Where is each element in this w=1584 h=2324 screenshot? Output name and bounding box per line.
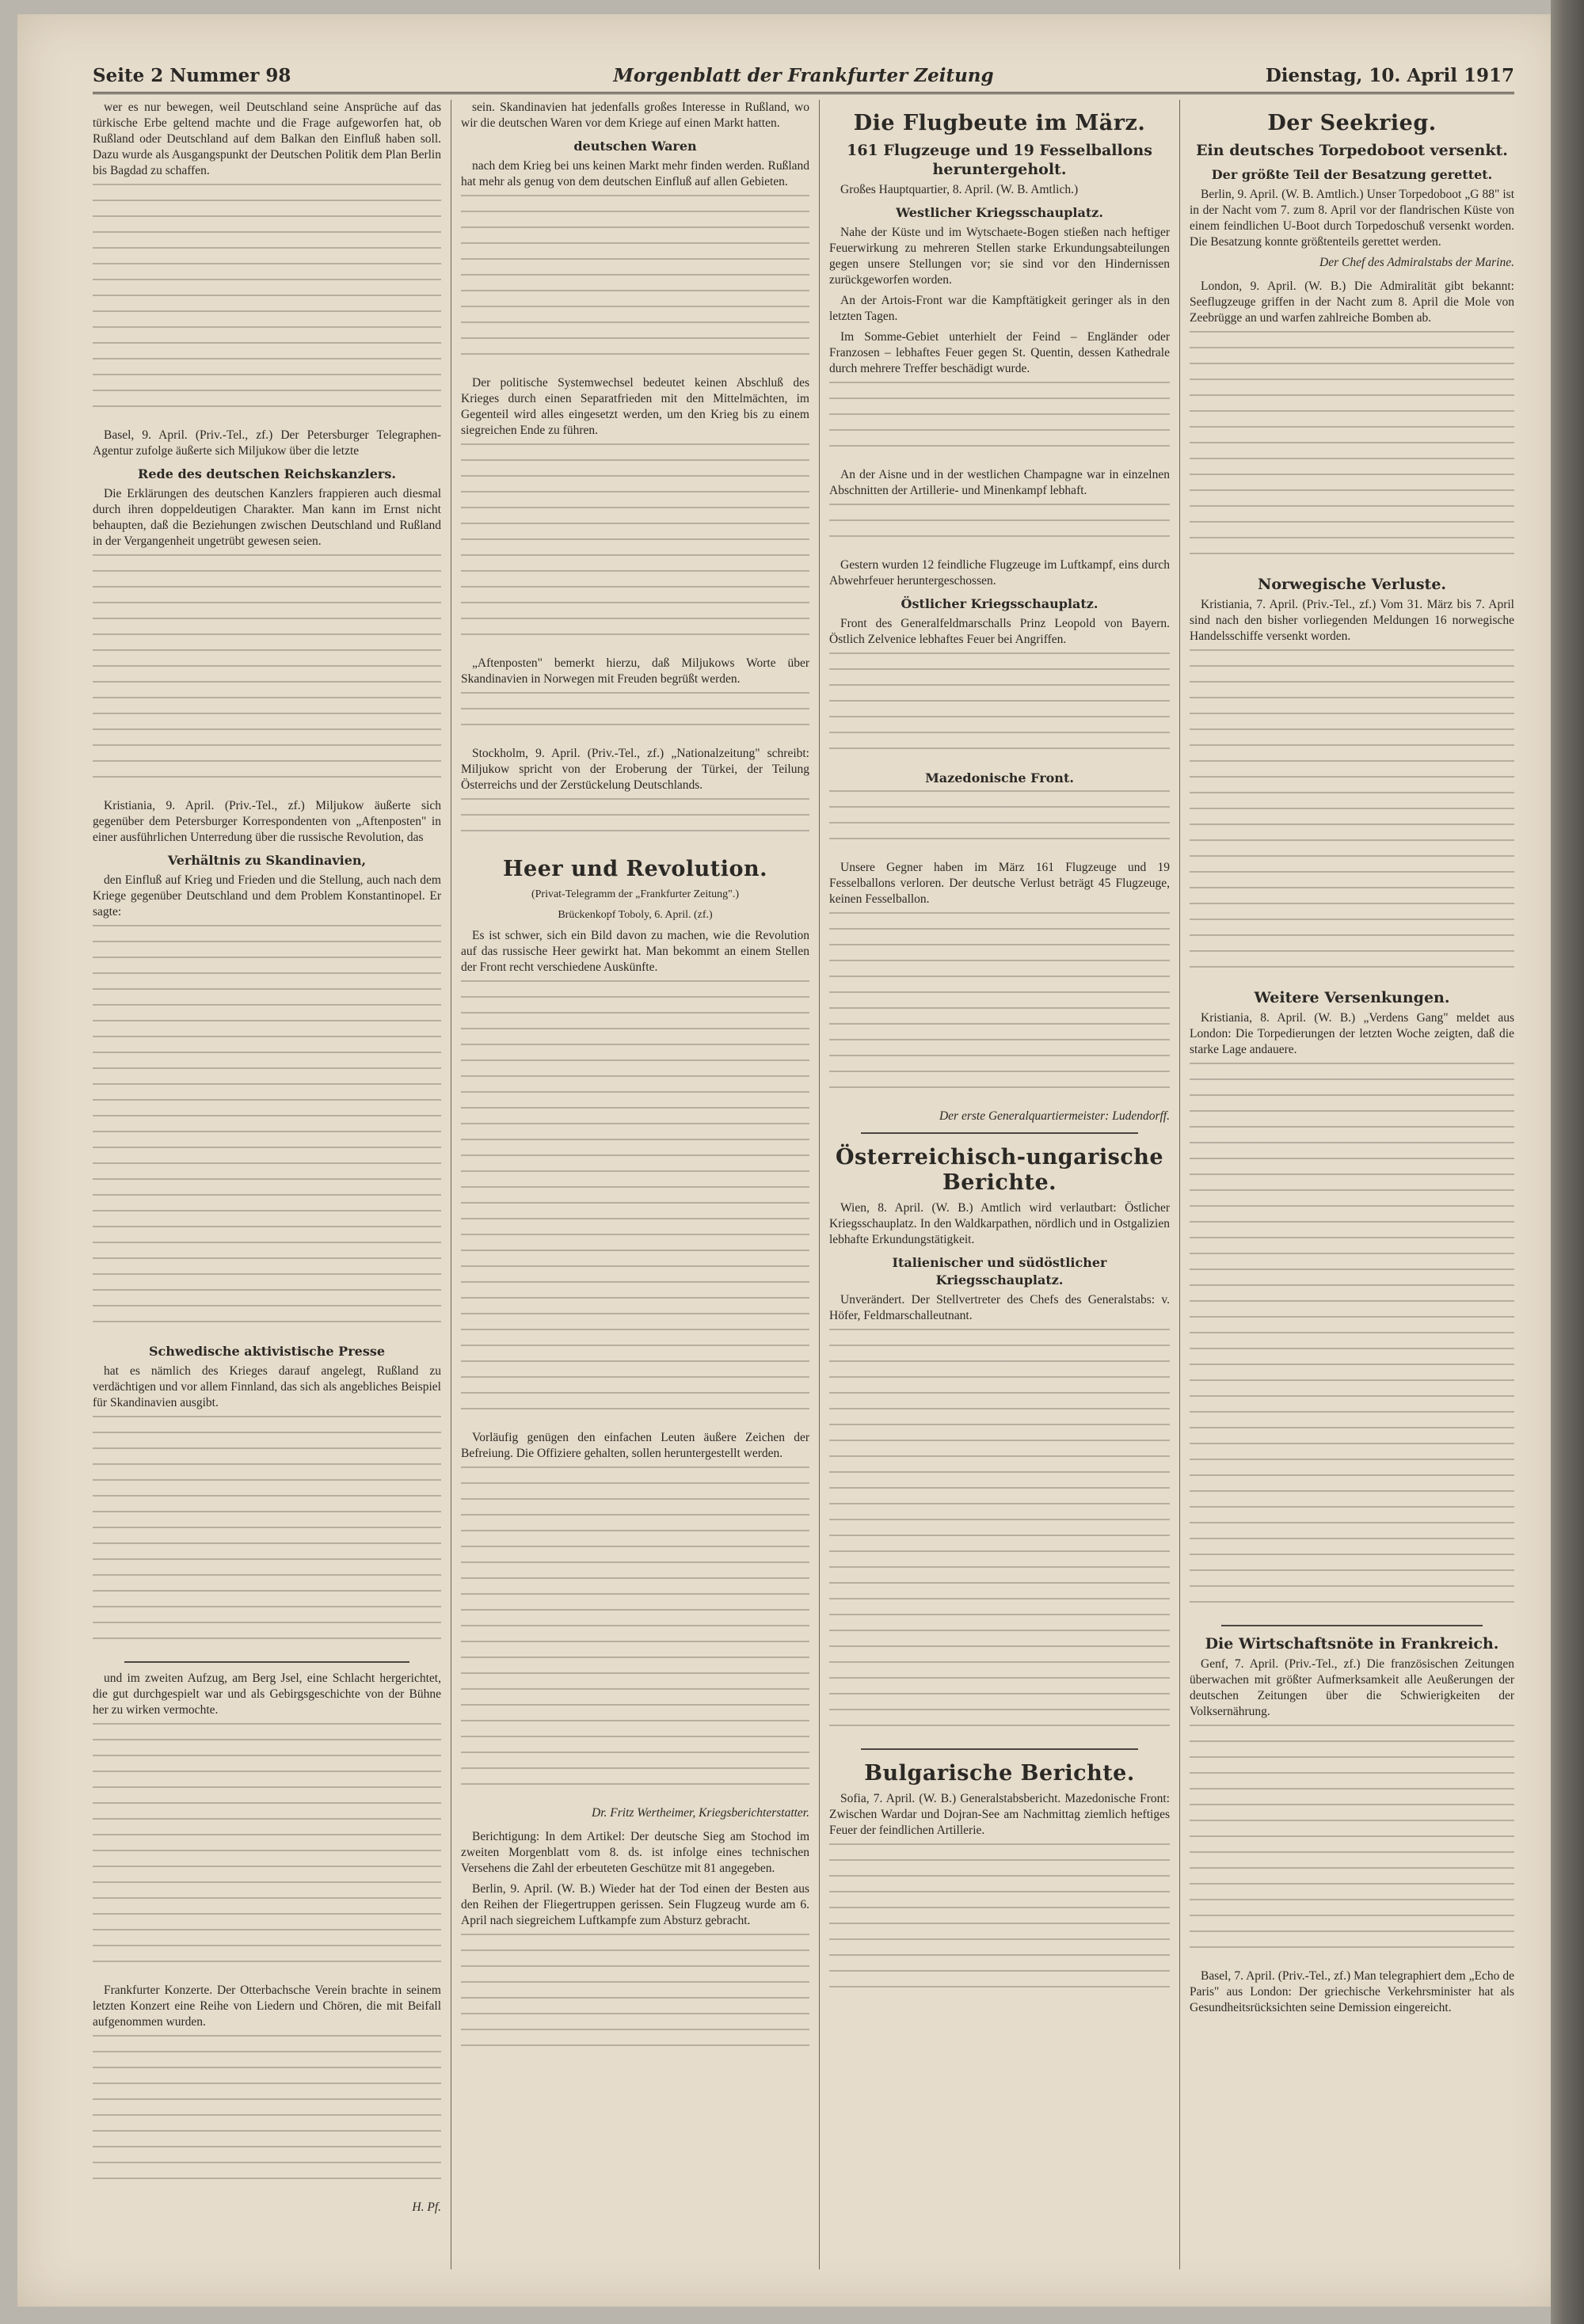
newspaper-title: Morgenblatt der Frankfurter Zeitung bbox=[613, 65, 994, 86]
column-4 bbox=[1190, 100, 1514, 2269]
article-paragraph: Nahe der Küste und im Wytschaete-Bogen stießen nach heftiger Feuerwirkung zu mehreren Stellen starke Erkundungsabteilungen gegen unsere Stellungen vor; sie sind vor den Hindernissen zurückgeworfen worden. bbox=[829, 226, 1170, 287]
article-paragraph: den Einfluß auf Krieg und Frieden und die Stellung, auch nach dem Kriege gegenüber Deutschland und dem Problem Konstantinopel. Er sagte: bbox=[93, 873, 441, 919]
article-paragraph: Kristiania, 7. April. (Priv.-Tel., zf.) Vom 31. März bis 7. April sind nach den bisher vorliegenden Meldungen 16 norwegische Handelsschiffe versenkt worden. bbox=[1190, 598, 1514, 643]
section-heading: Rede des deutschen Reichskanzlers. bbox=[138, 466, 396, 481]
body-text-block bbox=[461, 980, 809, 1424]
body-text-block bbox=[461, 195, 809, 369]
article-headline: Österreichisch-ungarische Berichte. bbox=[835, 1145, 1164, 1195]
masthead bbox=[93, 62, 1514, 94]
article-paragraph: hat es nämlich des Krieges darauf angelegt, Rußland zu verdächtigen und vor allem Finnland, das sich als angebliches Beispiel für Skandinavien ausgibt. bbox=[93, 1364, 441, 1409]
article-paragraph: Im Somme-Gebiet unterhielt der Feind – Engländer oder Franzosen – lebhaftes Feuer gegen St. Quentin, dessen Kathedrale durch mehrere Treffer beschädigt wurde. bbox=[829, 330, 1170, 375]
body-text-block bbox=[829, 1843, 1170, 2002]
section-heading: deutschen Waren bbox=[573, 139, 697, 154]
article-subheadline: Ein deutsches Torpedoboot versenkt. bbox=[1196, 142, 1508, 159]
article-paragraph: Frankfurter Konzerte. Der Otterbachsche Verein brachte in seinem letzten Konzert eine Reihe von Liedern und Chören, die mit Beifall aufgenommen wurden. bbox=[93, 1984, 441, 2029]
article-paragraph: An der Artois-Front war die Kampftätigkeit geringer als in den letzten Tagen. bbox=[829, 294, 1170, 323]
dateline: (Privat-Telegramm der „Frankfurter Zeitung".) bbox=[531, 888, 740, 900]
article-paragraph: Die Erklärungen des deutschen Kanzlers frappieren auch diesmal durch ihren doppeldeutigen Charakter. Man kann im Ernst nicht behaupten, daß die Beziehungen zwischen Deutschland und Rußland in der Vergangenheit ungetrübt gewesen seien. bbox=[93, 487, 441, 548]
article-paragraph: Sofia, 7. April. (W. B.) Generalstabsbericht. Mazedonische Front: Zwischen Wardar und Dojran-See am Nachmittag ziemlich heftiges Feuer der feindlichen Artillerie. bbox=[829, 1792, 1170, 1837]
article-paragraph: Großes Hauptquartier, 8. April. (W. B. Amtlich.) bbox=[840, 183, 1079, 196]
article-paragraph: An der Aisne und in der westlichen Champagne war in einzelnen Abschnitten der Artillerie- und Minenkampf lebhaft. bbox=[829, 468, 1170, 497]
page-number: Seite 2 Nummer 98 bbox=[93, 65, 291, 86]
article-headline: Die Flugbeute im März. bbox=[853, 111, 1146, 135]
body-text-block bbox=[93, 554, 441, 792]
section-heading: Weitere Versenkungen. bbox=[1254, 989, 1450, 1006]
newspaper-page bbox=[17, 14, 1562, 2307]
body-text-block bbox=[93, 2035, 441, 2193]
author-signature: Der erste Generalquartiermeister: Ludendorff. bbox=[939, 1109, 1170, 1123]
body-text-block bbox=[461, 692, 809, 740]
article-paragraph: sein. Skandinavien hat jedenfalls großes Interesse in Rußland, wo wir die deutschen Waren vor dem Kriege auf einen Markt hatten. bbox=[461, 101, 809, 130]
dateline: Brückenkopf Toboly, 6. April. (zf.) bbox=[558, 909, 713, 921]
article-paragraph: Kristiania, 9. April. (Priv.-Tel., zf.) Miljukow äußerte sich gegenüber dem Petersburger Korrespondenten von „Aftenposten" in einer ausführlichen Unterredung über die russische Revolution, das bbox=[93, 799, 441, 844]
body-text-block bbox=[93, 1416, 441, 1653]
article-paragraph: Es ist schwer, sich ein Bild davon zu machen, wie die Revolution auf das russische Heer gewirkt hat. Man bekommt an einem Stellen der Front recht verschiedene Auskünfte. bbox=[461, 929, 809, 974]
article-paragraph: und im zweiten Aufzug, am Berg Jsel, eine Schlacht hergerichtet, die gut durchgespielt war und als Gebirgsgeschichte von der Bühne her zu wirken vermochte. bbox=[93, 1672, 441, 1717]
article-paragraph: London, 9. April. (W. B.) Die Admiralität gibt bekannt: Seeflugzeuge griffen in der Nacht zum 8. April die Mole von Zeebrügge an und warfen zahlreiche Bomben ab. bbox=[1190, 280, 1514, 325]
article-separator bbox=[1221, 1625, 1483, 1626]
article-headline: Bulgarische Berichte. bbox=[864, 1761, 1135, 1786]
section-heading: Östlicher Kriegsschauplatz. bbox=[901, 596, 1099, 611]
article-paragraph: „Aftenposten" bemerkt hierzu, daß Miljukows Worte über Skandinavien in Norwegen mit Freuden begrüßt werden. bbox=[461, 656, 809, 686]
article-separator bbox=[861, 1132, 1138, 1134]
body-text-block bbox=[1190, 649, 1514, 982]
column-1 bbox=[93, 100, 441, 2269]
section-heading: Die Wirtschaftsnöte in Frankreich. bbox=[1205, 1635, 1499, 1653]
article-headline: Heer und Revolution. bbox=[503, 857, 767, 881]
article-paragraph: Berichtigung: In dem Artikel: Der deutsche Sieg am Stochod im zweiten Morgenblatt vom 8. ds. ist infolge eines technischen Versehens die Zahl der erbeuteten Geschütze mit 81 angegeben. bbox=[461, 1830, 809, 1875]
article-paragraph: Unsere Gegner haben im März 161 Flugzeuge und 19 Fesselballons verloren. Der deutsche Verlust beträgt 45 Flugzeuge, keinen Fesselballon. bbox=[829, 861, 1170, 906]
section-heading: Verhältnis zu Skandinavien, bbox=[167, 853, 367, 868]
issue-date: Dienstag, 10. April 1917 bbox=[1265, 65, 1514, 86]
article-headline: Der Seekrieg. bbox=[1267, 111, 1437, 135]
section-heading: Westlicher Kriegsschauplatz. bbox=[896, 205, 1103, 220]
article-paragraph: Basel, 7. April. (Priv.-Tel., zf.) Man telegraphiert dem „Echo de Paris" aus London: Der griechische Verkehrsminister hat als Gesundheitsrücksichten seine Demission eingereicht. bbox=[1190, 1969, 1514, 2014]
body-text-block bbox=[461, 798, 809, 846]
body-text-block bbox=[1190, 1725, 1514, 1962]
article-paragraph: Berlin, 9. April. (W. B. Amtlich.) Unser Torpedoboot „G 88" ist in der Nacht vom 7. zum 8. April vor der flandrischen Küste von einem feindlichen U-Boot durch Torpedoschuß versenkt worden. Die Besatzung konnte größtenteils gerettet werden. bbox=[1190, 188, 1514, 249]
body-text-block bbox=[93, 1723, 441, 1976]
body-text-block bbox=[93, 184, 441, 421]
body-text-block bbox=[829, 790, 1170, 854]
article-paragraph: Basel, 9. April. (Priv.-Tel., zf.) Der Petersburger Telegraphen-Agentur zufolge äußerte sich Miljukow über die letzte bbox=[93, 428, 441, 458]
body-text-block bbox=[1190, 331, 1514, 569]
article-paragraph: Stockholm, 9. April. (Priv.-Tel., zf.) „Nationalzeitung" schreibt: Miljukow spricht von der Eroberung der Türkei, der Teilung Österreichs und der Zerstückelung Deutschlands. bbox=[461, 747, 809, 792]
article-paragraph: Genf, 7. April. (Priv.-Tel., zf.) Die französischen Zeitungen überwachen mit größter Aufmerksamkeit alle Aeußerungen der deutschen Zeitungen über die Schwierigkeiten der Volksernährung. bbox=[1190, 1657, 1514, 1718]
article-paragraph: Der politische Systemwechsel bedeutet keinen Abschluß des Krieges durch einen Separatfrieden mit den Mittelmächten, im Gegenteil wird alles eingesetzt werden, um den Krieg bis zu einem siegreichen Ende zu führen. bbox=[461, 376, 809, 437]
column-2 bbox=[461, 100, 809, 2269]
article-paragraph: Vorläufig genügen den einfachen Leuten äußere Zeichen der Befreiung. Die Offiziere gehalten, sollen heruntergestellt werden. bbox=[461, 1431, 809, 1460]
article-paragraph: Wien, 8. April. (W. B.) Amtlich wird verlautbart: Östlicher Kriegsschauplatz. In den Waldkarpathen, nördlich und in Ostgalizien lebhafte Erkundungstätigkeit. bbox=[829, 1201, 1170, 1246]
body-text-block bbox=[461, 1934, 809, 2060]
article-separator bbox=[124, 1661, 409, 1663]
section-heading: Mazedonische Front. bbox=[925, 770, 1074, 785]
section-heading: Italienischer und südöstlicher Kriegsschauplatz. bbox=[892, 1255, 1107, 1288]
section-heading: Norwegische Verluste. bbox=[1257, 576, 1447, 593]
column-3 bbox=[829, 100, 1170, 2269]
article-paragraph: Gestern wurden 12 feindliche Flugzeuge im Luftkampf, eins durch Abwehrfeuer heruntergeschossen. bbox=[829, 558, 1170, 588]
body-text-block bbox=[461, 1466, 809, 1799]
article-paragraph: wer es nur bewegen, weil Deutschland seine Ansprüche auf das türkische Erbe geltend machte und die Frage aufgeworfen hat, ob Rußland oder Deutschland auf dem Balkan den Einfluß haben soll. Dazu wurde als Ausgangspunkt der Deutschen Politik dem Plan Berlin bis Bagdad zu schaffen. bbox=[93, 101, 441, 177]
article-paragraph: Front des Generalfeldmarschalls Prinz Leopold von Bayern. Östlich Zelvenice lebhaftes Feuer bei Angriffen. bbox=[829, 617, 1170, 646]
article-paragraph: Kristiania, 8. April. (W. B.) „Verdens Gang" meldet aus London: Die Torpedierungen der letzten Woche zeigten, daß die starke Lage andauere. bbox=[1190, 1011, 1514, 1056]
article-separator bbox=[861, 1748, 1138, 1750]
body-text-block bbox=[829, 652, 1170, 763]
column-rule bbox=[1179, 100, 1180, 2269]
body-text-block bbox=[93, 925, 441, 1337]
body-text-block bbox=[461, 443, 809, 649]
article-paragraph: nach dem Krieg bei uns keinen Markt mehr finden werden. Rußland hat mehr als genug von dem deutschen Einfluß auf allen Gebieten. bbox=[461, 159, 809, 188]
article-subheadline: 161 Flugzeuge und 19 Fesselballons heruntergeholt. bbox=[847, 142, 1152, 178]
article-subheadline: Der größte Teil der Besatzung gerettet. bbox=[1211, 167, 1493, 182]
column-rule bbox=[819, 100, 820, 2269]
body-text-block bbox=[1190, 1063, 1514, 1617]
book-binding bbox=[1551, 0, 1584, 2324]
body-text-block bbox=[829, 504, 1170, 551]
body-text-block bbox=[829, 382, 1170, 461]
body-text-block bbox=[829, 912, 1170, 1102]
body-text-block bbox=[829, 1329, 1170, 1740]
article-paragraph: Berlin, 9. April. (W. B.) Wieder hat der Tod einen der Besten aus den Reihen der Fliegertruppen gerissen. Sein Flugzeug wurde am 6. April nach siegreichem Luftkampfe zum Absturz gebracht. bbox=[461, 1882, 809, 1927]
author-signature: H. Pf. bbox=[412, 2200, 441, 2214]
section-heading: Schwedische aktivistische Presse bbox=[148, 1344, 386, 1359]
article-paragraph: Unverändert. Der Stellvertreter des Chefs des Generalstabs: v. Höfer, Feldmarschalleutnant. bbox=[829, 1293, 1170, 1322]
author-signature: Der Chef des Admiralstabs der Marine. bbox=[1319, 256, 1514, 269]
author-signature: Dr. Fritz Wertheimer, Kriegsberichterstatter. bbox=[592, 1806, 809, 1820]
